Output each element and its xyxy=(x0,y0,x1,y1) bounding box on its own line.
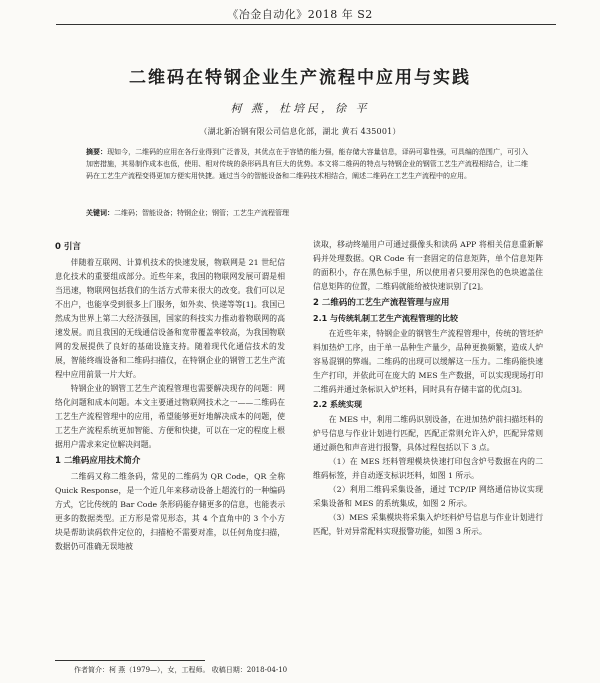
section-2-2-paragraph-4: （3）MES 采集模块将采集入炉坯料炉号信息与作业计划进行匹配，针对异常配料实现报警功能，如图 3 所示。 xyxy=(313,513,543,536)
left-column xyxy=(55,238,285,554)
running-header: 《冶金自动化》2018 年 S2 xyxy=(227,8,373,21)
footer-rule xyxy=(55,660,205,661)
section-1-paragraph-1: 二维码又称二维条码，常见的二维码为 QR Code，QR 全称 Quick Response，是一个近几年来移动设备上超流行的一种编码方式，它比传统的 Bar Code 条形码能存储更多的信息，也能表示更多的数据类型。正方形是常见形态，其 4 个直角中的 3 个小方块是帮助读码软件定位的，扫描枪不需要对准，以任何角度扫描，数据仍可准确无误地被 xyxy=(55,472,285,551)
author-footnote: 作者简介：柯 燕（1979—），女，工程师。 收稿日期：2018-04-10 xyxy=(74,666,288,674)
abstract xyxy=(86,146,528,182)
right-column xyxy=(313,238,543,539)
section-1-paragraph-continued: 读取，移动终端用户可通过摄像头和读码 APP 将相关信息重新解码并处理数据。QR Code 有一套固定的信息矩阵，单个信息矩阵的面积小，存在黑色标手里，所以使用者只要用深色的色块遮盖住信息矩阵的位置，二维码就能给被快速识别了[2]。 xyxy=(313,240,543,291)
section-1-heading: 1 二维码应用技术简介 xyxy=(55,456,141,466)
abstract-text: 现如今，二维码的应用在各行业得到广泛普及，其优点在于容错的能力强，能存储大容量信息，译码可靠性强，可具编的范围广，可引入加密措施，其易制作成本也低，使用、相对传统的条形码具有巨大的优势。本文将二维码的特点与特钢企业的钢管工艺生产流程相结合，让二维码在工艺生产流程变得更加方便实用快捷。通过当今的智能设备和二维码技术相结合，阐述二维码在工艺生产流程中的应用。 xyxy=(86,148,529,180)
section-0-heading: 0 引言 xyxy=(55,242,81,252)
section-2-2-paragraph-2: （1）在 MES 坯料管理模块快速打印包含炉号数据在内的二维码标签，并自动逐支标识坯料，如图 1 所示。 xyxy=(313,457,543,480)
section-0-paragraph-1: 伴随着互联网、计算机技术的快速发展，物联网是 21 世纪信息化技术的重要组成部分。近些年来，我国的物联网发展可谓是相当迅速，物联网包括我们的生活方式带来很大的改变。我们可以足不出户，也能享受到很多上门服务，如外卖、快递等等[1]。我国已然成为世界上第二大经济强国，国家的科技实力推动着物联网的高速发展。而且我国的无线通信设备和宽带覆盖率较高，为我国物联网的发展提供了良好的基础设施支持。随着现代化通信技术的发展，智能终端设备和二维码扫描仪，在特钢企业的钢管工艺生产流程中应用前景一片大好。 xyxy=(55,258,285,379)
header-rule xyxy=(56,24,556,25)
section-2-heading: 2 二维码的工艺生产流程管理与应用 xyxy=(313,298,450,308)
section-2-2-paragraph-3: （2）利用二维码采集设备，通过 TCP/IP 网络通信协议实现采集设备和 MES 的系统集成，如图 2 所示。 xyxy=(313,485,543,508)
section-0-paragraph-2: 特钢企业的钢管工艺生产流程管理也需要解决现存的问题：网络化问题和成本问题。本文主要通过物联网技术之一——二维码在工艺生产流程管理中的应用，希望能够更好地解决成本的问题，使工艺生产流程系统更加智能、方便和快捷，可以在一定的程度上根据用户需求来定位解决问题。 xyxy=(55,384,285,449)
paper-authors: 柯 燕，杜培民，徐 平 xyxy=(230,102,370,115)
section-2-2-paragraph-1: 在 MES 中，利用二维码识别设备，在进加热炉前扫描坯料的炉号信息与作业计划进行匹配，匹配正常则允许入炉，匹配异常则通过颜色和声音进行报警，具体过程包括以下 3 点。 xyxy=(313,415,543,452)
keywords-label: 关键词： xyxy=(86,208,114,217)
keywords-text: 二维码；智能设备；特钢企业；钢管；工艺生产流程管理 xyxy=(114,209,289,217)
section-2-2-heading: 2.2 系统实现 xyxy=(313,400,362,409)
keywords xyxy=(86,207,528,219)
paper-title: 二维码在特钢企业生产流程中应用与实践 xyxy=(129,68,471,88)
section-2-1-heading: 2.1 与传统轧制工艺生产流程管理的比较 xyxy=(313,314,458,323)
section-2-1-paragraph-1: 在近些年来，特钢企业的钢管生产流程管理中，传统的管坯炉料加热炉工序，由于单一品种生产量少，品种更换频繁，造成人炉容易混钢的弊端。二维码的出现可以缓解这一压力。二维码能快速生产打印，并依此可在庞大的 MES 生产数据，可以实现现场打印二维码并通过条标识入炉坯料，同时具有存储丰富的优点[3]。 xyxy=(313,329,543,394)
paper-affiliation: （湖北新冶钢有限公司信息化部，湖北 黄石 435001） xyxy=(199,127,401,136)
abstract-label: 摘要： xyxy=(86,147,108,156)
